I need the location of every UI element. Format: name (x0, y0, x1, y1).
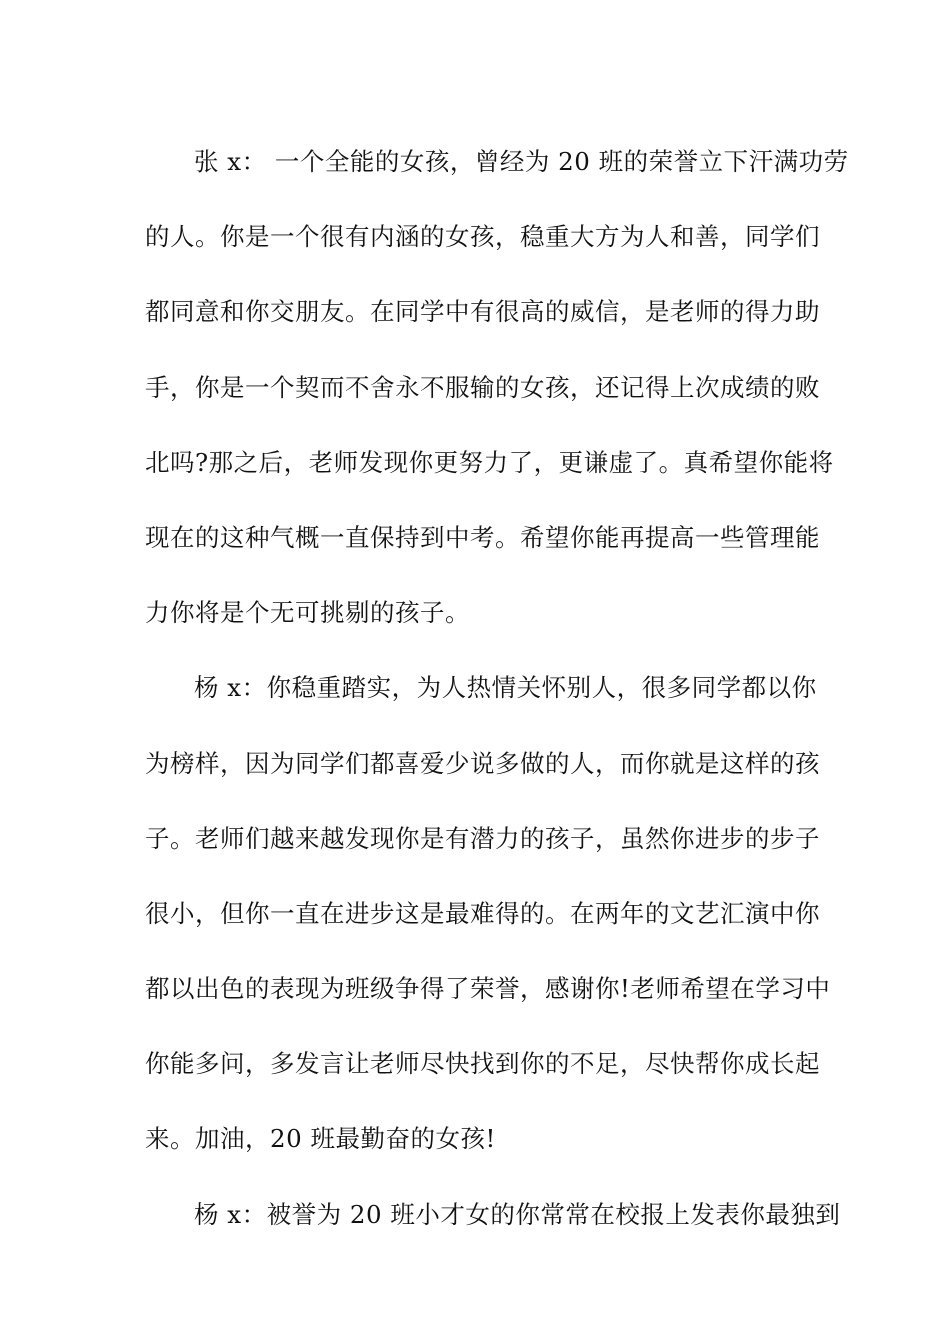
paragraph-line: 北吗?那之后，老师发现你更努力了，更谦虚了。真希望你能将 (145, 447, 834, 477)
paragraph-line: 来。加油，20 班最勤奋的女孩! (145, 1124, 496, 1154)
paragraph-line: 手，你是一个契而不舍永不服输的女孩，还记得上次成绩的败 (145, 372, 820, 402)
paragraph-line: 力你将是个无可挑剔的孩子。 (145, 598, 470, 628)
paragraph-line: 都同意和你交朋友。在同学中有很高的威信，是老师的得力助 (145, 297, 820, 327)
paragraph-line: 杨 x：你稳重踏实，为人热情关怀别人，很多同学都以你 (194, 673, 817, 703)
paragraph-line: 现在的这种气概一直保持到中考。希望你能再提高一些管理能 (145, 522, 820, 552)
paragraph-line: 子。老师们越来越发现你是有潜力的孩子，虽然你进步的步子 (145, 823, 820, 853)
paragraph-line: 很小，但你一直在进步这是最难得的。在两年的文艺汇演中你 (145, 898, 820, 928)
paragraph-line: 你能多问，多发言让老师尽快找到你的不足，尽快帮你成长起 (145, 1049, 820, 1079)
paragraph-line: 的人。你是一个很有内涵的女孩，稳重大方为人和善，同学们 (145, 222, 820, 252)
paragraph-line: 为榜样，因为同学们都喜爱少说多做的人，而你就是这样的孩 (145, 748, 820, 778)
paragraph-line: 张 x： 一个全能的女孩，曾经为 20 班的荣誉立下汗满功劳 (194, 147, 849, 176)
document-body (145, 124, 849, 1252)
paragraph-line: 杨 x：被誉为 20 班小才女的你常常在校报上发表你最独到 (194, 1199, 841, 1229)
paragraph-line: 都以出色的表现为班级争得了荣誉，感谢你!老师希望在学习中 (145, 974, 831, 1004)
